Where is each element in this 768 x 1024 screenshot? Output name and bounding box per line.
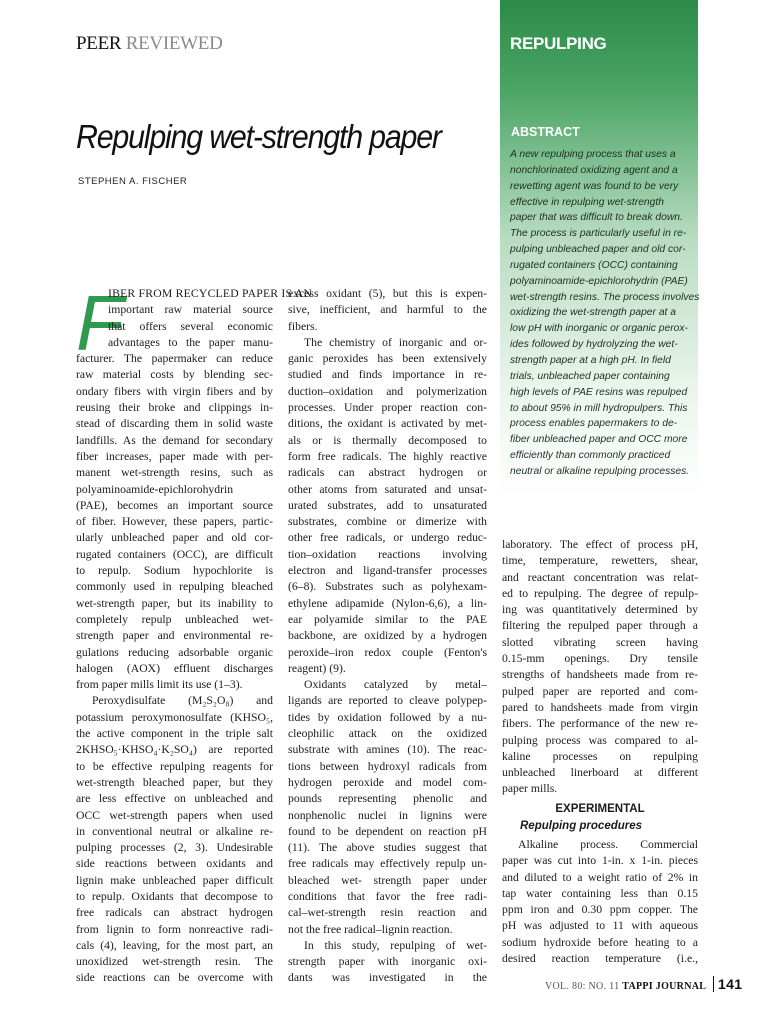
body-line: rugated containers (OCC), are difficult	[76, 547, 273, 561]
body-line: pulping processes (2, 3). Undesirable	[76, 841, 273, 855]
page-number: 141	[713, 976, 742, 992]
body-line: Oxidants catalyzed by metal–	[304, 678, 487, 692]
abstract-line: A new repulping process that uses a	[510, 149, 676, 160]
kicker-peer: PEER	[76, 33, 122, 54]
journal-name: TAPPI JOURNAL	[622, 981, 707, 992]
body-line: peroxide–iron redox couple (Fenton's	[288, 645, 487, 659]
body-line: tions between hydroxyl radicals from	[288, 759, 487, 773]
body-line: studied and finds importance in re-	[288, 368, 487, 382]
article-title: Repulping wet-strength paper	[76, 118, 441, 155]
body-line: kaline processes on repulping	[502, 749, 698, 763]
abstract-line: pulping unbleached paper and old cor-	[510, 244, 686, 256]
body-line: ppm iron and 0.30 ppm copper. The	[502, 903, 698, 917]
body-line: backbone, are oxidized by a hydrogen	[288, 629, 487, 643]
body-line: slotted vibrating screen having	[502, 635, 698, 649]
body-line: ing was quantitatively determined by	[502, 603, 698, 617]
abstract-line: neutral or alkaline repulping processes.	[510, 465, 690, 477]
abstract-line: to about 95% in mill hydropulpers. This	[510, 402, 688, 414]
page-footer	[545, 976, 742, 992]
drop-cap: F	[76, 279, 124, 367]
kicker-reviewed: REVIEWED	[125, 33, 223, 54]
body-line: from lignin to form nonreactive radi-	[76, 922, 273, 936]
body-line: The chemistry of inorganic and or-	[304, 335, 487, 349]
body-line: sodium hydroxide before heating to a	[502, 935, 698, 949]
body-line: ularly unbleached paper and old cor-	[76, 531, 273, 545]
body-line: urated substrates, add to unsaturated	[288, 498, 487, 512]
body-line: free radicals can abstract hydrogen	[76, 906, 273, 920]
body-line: pulping process was compared to al-	[502, 733, 698, 747]
body-line: pH was adjusted to 11 with aqueous	[502, 919, 698, 933]
body-line: wet-strength bleached paper, but they	[76, 775, 273, 789]
body-line: to repulp. Oxidants that decompose to	[76, 889, 273, 903]
body-line: pared to handsheets made from virgin	[502, 700, 698, 714]
body-line: Peroxydisulfate (M₂S₂O₈) and	[92, 694, 273, 708]
body-line: form free radicals. The highly reactive	[288, 449, 487, 463]
body-line: In this study, repulping of wet-	[304, 938, 487, 952]
body-column-2	[288, 286, 487, 987]
volume-issue: VOL. 80: NO. 11	[545, 981, 620, 992]
body-line: reusing their broke and clippings in-	[76, 401, 273, 415]
body-line: ditions, the oxidant is activated by met-	[288, 417, 487, 431]
abstract-line: rugated containers (OCC) containing	[510, 259, 678, 271]
body-line: not the free radical–lignin reaction.	[288, 922, 453, 936]
body-line: advantages to the paper manu-	[108, 335, 273, 349]
body-line: and reactant concentration was relat-	[502, 570, 698, 584]
body-line: tion–oxidation reactions involving	[288, 547, 487, 561]
body-line: cal–wet-strength resin reaction and	[288, 906, 487, 920]
body-line: ed to repulping. The degree of repulp-	[502, 586, 698, 600]
peer-reviewed-kicker	[76, 33, 223, 55]
body-line: potassium peroxymonosulfate (KHSO₅,	[76, 710, 273, 724]
abstract-line: trials, unbleached paper containing	[510, 370, 670, 382]
body-line: laboratory. The effect of process pH,	[502, 538, 698, 551]
abstract-text	[510, 147, 700, 480]
body-line: IBER FROM RECYCLED PAPER IS AN	[108, 287, 312, 300]
abstract-line: efficiently than commonly practiced	[510, 450, 671, 462]
abstract-line: high levels of PAE resins was repulped	[510, 386, 688, 398]
abstract-line: process enables papermakers to de-	[510, 418, 678, 430]
body-line: and diluted to a weight ratio of 2% in	[502, 870, 698, 884]
section-label: REPULPING	[510, 34, 607, 53]
body-line: (6–8). Substrates such as polyhexam-	[288, 580, 487, 594]
author-byline: STEPHEN A. FISCHER	[78, 176, 188, 187]
body-line: time, temperature, rewetters, shear,	[502, 554, 698, 568]
body-line: electron and ligand-transfer processes	[288, 564, 487, 578]
body-line: stead of discarding them in solid waste	[76, 417, 273, 431]
body-line: OCC wet-strength papers when used	[76, 808, 273, 822]
abstract-line: strength paper at a high pH. In field	[510, 354, 671, 366]
body-line: raw material costs by blending sec-	[76, 368, 273, 382]
body-line: Alkaline process. Commercial	[518, 838, 698, 851]
body-line: (11). The above studies suggest that	[288, 841, 487, 855]
body-line: ligands are reported to cleave polypep-	[288, 694, 487, 708]
body-line: ear polyamide similar to the PAE	[288, 612, 487, 626]
body-line: paper mills.	[502, 782, 558, 796]
body-line: substrates, combine or dimerize with	[288, 515, 487, 529]
abstract-line: nonchlorinated oxidizing agent and a	[510, 164, 678, 176]
abstract-line: wet-strength resins. The process involves	[510, 291, 700, 303]
body-line: (PAE), becomes an important source	[76, 498, 273, 512]
body-line: tap water containing less than 0.15	[502, 886, 698, 900]
abstract-line: effective in repulping wet-strength	[510, 196, 664, 208]
body-line: excess oxidant (5), but this is expen-	[288, 287, 487, 300]
body-line: lignin make unbleached paper difficult	[76, 873, 273, 887]
body-line: paper was cut into 1-in. x 1-in. pieces	[502, 854, 698, 868]
abstract-line: oxidizing the wet-strength paper at a	[510, 307, 676, 319]
body-line: reagent) (9).	[288, 661, 346, 675]
body-line: halogen (AOX) effluent discharges	[76, 661, 273, 675]
body-line: unbleached linerboard at different	[502, 766, 698, 780]
body-line: dants was investigated in the	[288, 971, 487, 985]
body-line: found to be dependent on reaction pH	[288, 824, 487, 838]
procedures-subheading: Repulping procedures	[520, 820, 643, 832]
body-line: pounds representing phenolic and	[288, 792, 487, 806]
body-line: substrate with amines (10). The reac-	[288, 743, 487, 757]
body-line: processes. Under proper reaction con-	[288, 401, 487, 415]
body-line: fibers. The performance of the new re-	[502, 717, 698, 731]
body-line: the active component in the triple salt	[76, 727, 273, 741]
body-line: duction–oxidation and polymerization	[288, 384, 487, 398]
abstract-line: ides followed by hydrolyzing the wet-	[510, 339, 678, 351]
body-column-1	[76, 279, 312, 987]
body-line: als or is thermally decomposed to	[288, 433, 487, 447]
abstract-heading: ABSTRACT	[511, 125, 580, 139]
body-line: are less effective on unbleached and	[76, 792, 273, 806]
body-line: cleophilic attack on the oxidized	[288, 727, 487, 741]
body-line: ethylene adipamide (Nylon-6,6), a lin-	[288, 596, 487, 610]
body-line: to repulp. Sodium hypochlorite is	[76, 564, 273, 578]
body-line: free radicals may effectively repulp un-	[288, 857, 487, 871]
body-line: facturer. The papermaker can reduce	[76, 352, 273, 366]
body-line: fiber increases, paper made with per-	[76, 449, 273, 463]
body-line: other atoms from saturated and unsat-	[288, 482, 487, 496]
body-line: bleached wet- strength paper under	[288, 873, 487, 887]
body-line: fibers.	[288, 319, 318, 333]
body-line: ondary fibers with virgin fibers and by	[76, 384, 273, 398]
body-line: hydrogen peroxide and model com-	[288, 775, 487, 789]
body-line: cals (4), leaving, for the most part, an	[76, 938, 273, 952]
body-line: strength paper with inorganic oxi-	[288, 955, 487, 969]
body-line: sive, inefficient, and harmful to the	[288, 303, 487, 317]
body-line: filtering the repulped paper through a	[502, 619, 698, 633]
abstract-line: fiber unbleached paper and OCC more	[510, 434, 688, 446]
body-line: to be effective repulping reagents for	[76, 759, 273, 773]
body-line: gulations reducing adsorbable organic	[76, 645, 273, 659]
body-line: ganic peroxides has been extensively	[288, 352, 487, 366]
body-line: that offers several economic	[108, 319, 273, 333]
body-line: conditions that favor the free radi-	[288, 889, 487, 903]
body-line: manent wet-strength resins, such as	[76, 466, 273, 480]
body-column-3-continued	[502, 837, 698, 967]
body-line: strengths of handsheets made from re-	[502, 668, 698, 682]
abstract-line: The process is particularly useful in re-	[510, 228, 687, 240]
body-line: commonly used in repulping bleached	[76, 580, 273, 594]
body-line: side reactions can be overcome with	[76, 971, 273, 985]
body-line: completely repulp unbleached wet-	[76, 612, 273, 626]
body-line: strength paper and environmental re-	[76, 629, 273, 643]
body-line: 0.15-mm openings. Dry tensile	[502, 652, 698, 666]
body-line: desired reaction temperature (i.e.,	[502, 952, 698, 966]
body-line: radicals can abstract hydrogen or	[288, 466, 487, 480]
body-line: unoxidized wet-strength resin. The	[76, 955, 273, 969]
body-column-3	[502, 537, 698, 798]
abstract-line: rewetting agent was found to be very	[510, 180, 679, 192]
body-line: polyaminoamide-epichlorohydrin	[76, 482, 234, 496]
body-line: other free radicals, or undergo reduc-	[288, 531, 487, 545]
body-line: of fiber. However, these papers, partic-	[76, 515, 273, 529]
abstract-line: paper that was difficult to break down.	[510, 212, 683, 224]
body-line: tides by oxidation followed by a nu-	[288, 710, 487, 724]
body-line: side reactions between oxidants and	[76, 857, 273, 871]
body-line: from paper mills limit its use (1–3).	[76, 678, 243, 692]
body-line: landfills. As the demand for secondary	[76, 433, 273, 447]
body-line: wet-strength paper, but its inability to	[76, 596, 273, 610]
body-line: important raw material source	[108, 303, 273, 317]
abstract-line: low pH with inorganic or organic perox-	[510, 323, 688, 335]
body-line: in conventional neutral or alkaline re-	[76, 824, 273, 838]
abstract-line: polyaminoamide-epichlorohydrin (PAE)	[510, 275, 688, 287]
body-line: pulped paper are reported and com-	[502, 684, 698, 698]
experimental-heading: EXPERIMENTAL	[555, 803, 645, 815]
body-line: 2KHSO₅·KHSO₄·K₂SO₄) are reported	[76, 743, 273, 757]
body-line: nonphenolic nuclei in lignins were	[288, 808, 487, 822]
